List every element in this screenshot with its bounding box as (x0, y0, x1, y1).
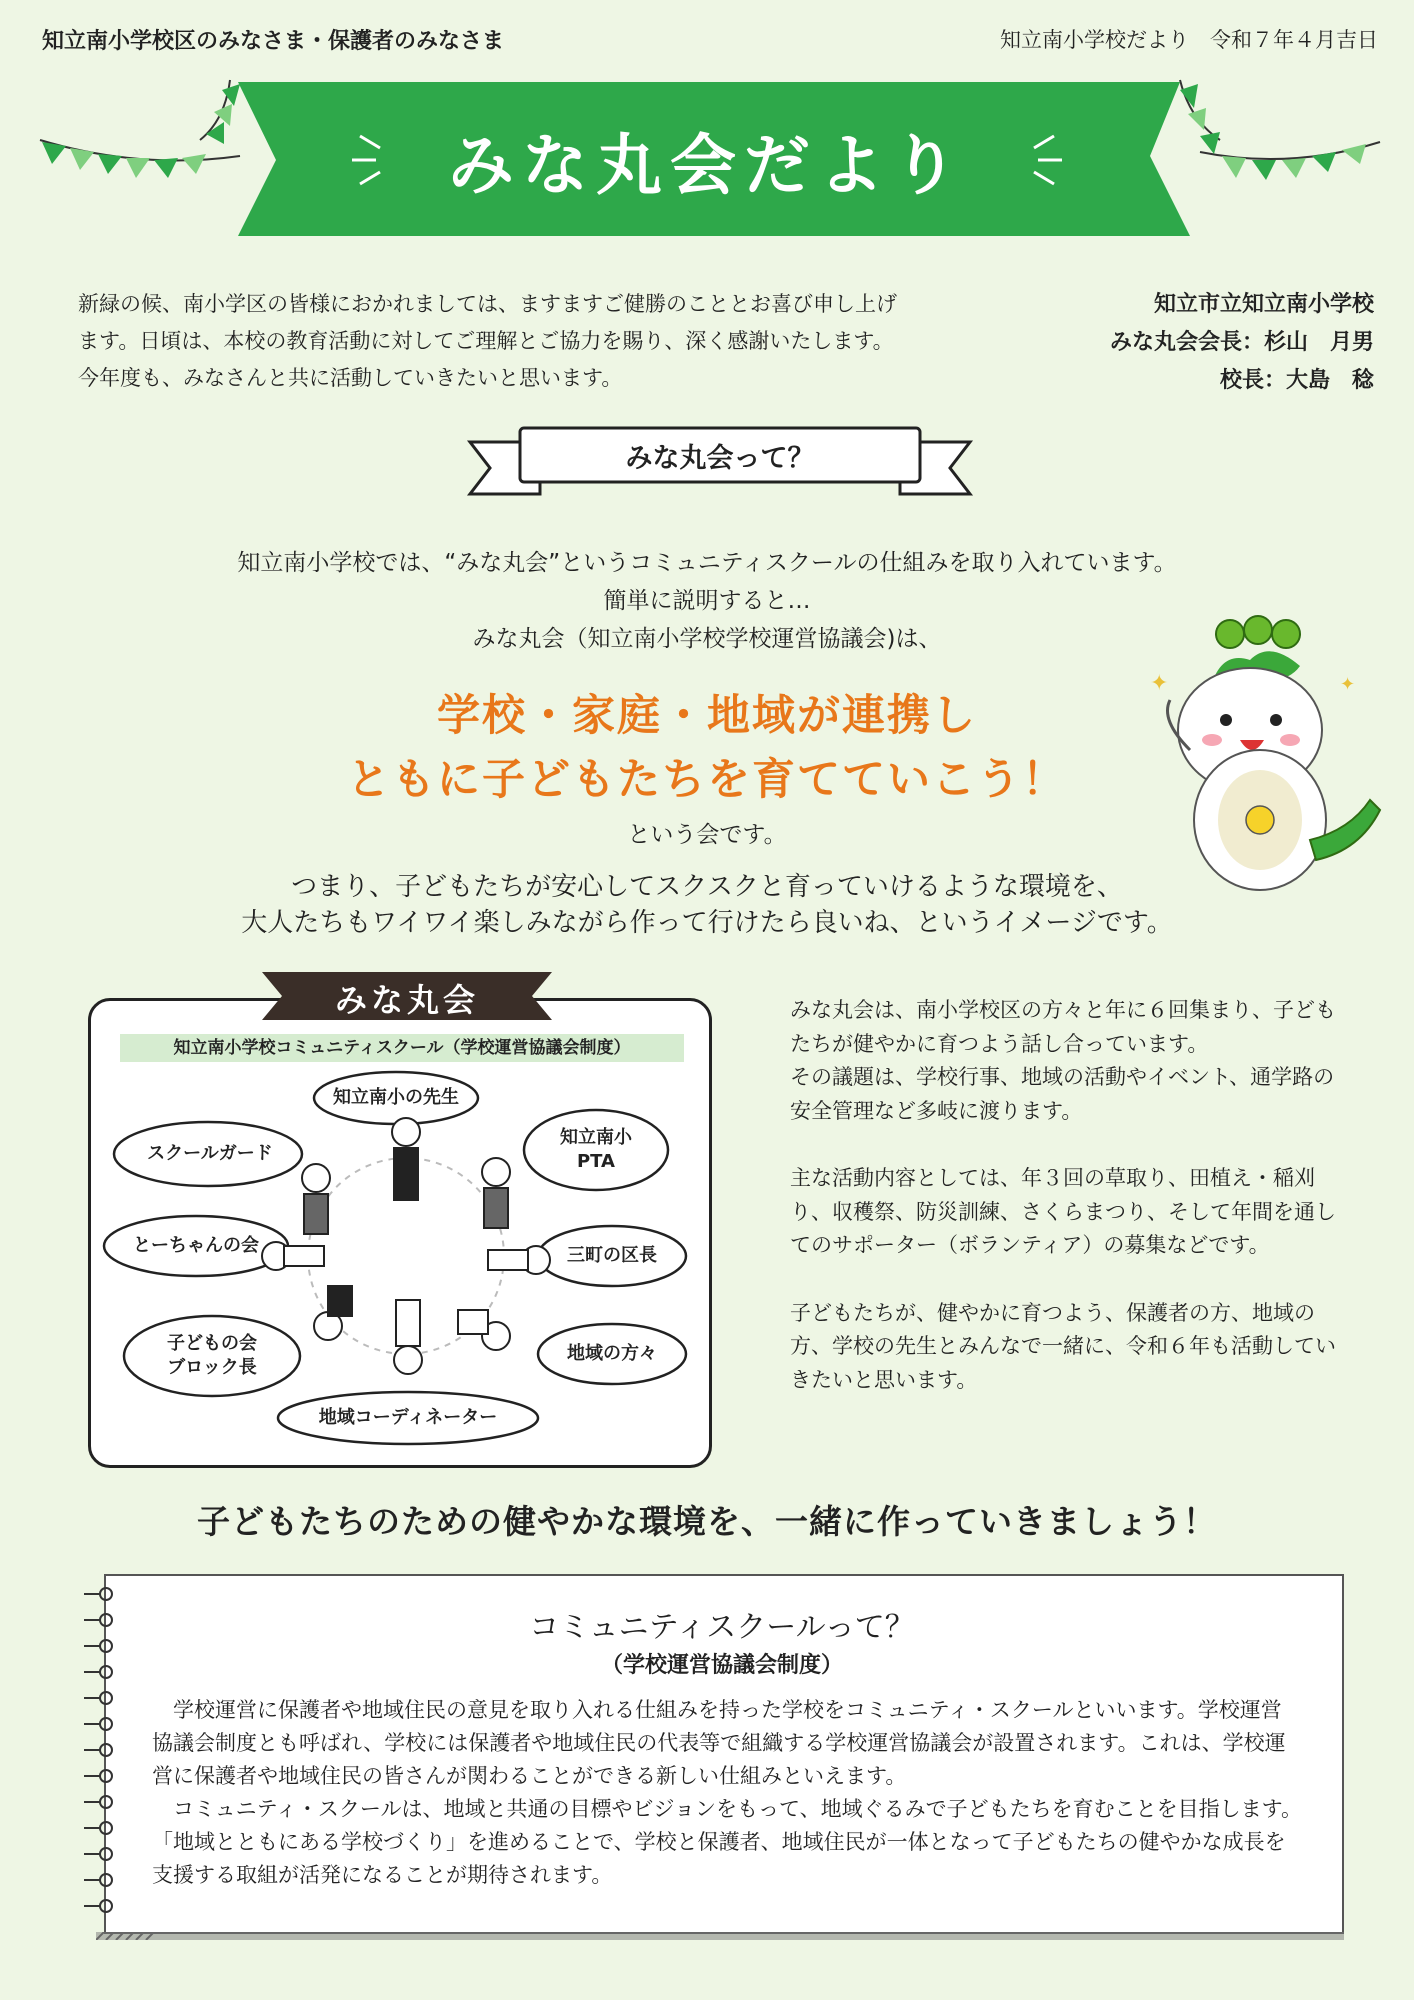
signature-block (1110, 286, 1374, 400)
intro-line: 簡単に説明すると… (603, 588, 811, 614)
newsletter-title: みな丸会だより (448, 127, 966, 204)
greeting-line: 新緑の候、南小学区の皆様におかれましては、ますますご健勝のこととお喜び申し上げ (78, 292, 897, 316)
diagram-subtitle: 知立南小学校コミュニティスクール（学校運営協議会制度） (120, 1034, 684, 1062)
summary-line: つまり、子どもたちが安心してスクスクと育っていけるような環境を、 (291, 872, 1123, 902)
section-heading: みな丸会って？ (625, 443, 815, 474)
activity-description (790, 994, 1350, 1397)
slogan-line: 学校・家庭・地域が連携し (437, 691, 977, 741)
mascot-icon (1140, 610, 1390, 900)
note-title: コミュニティスクールって？ (529, 1610, 915, 1645)
member-district-heads: 三町の区長 (567, 1245, 657, 1266)
diagram-title: みな丸会 (334, 981, 479, 1019)
intro-line: みな丸会（知立南小学校学校運営協議会)は、 (472, 626, 942, 652)
chair-name: みな丸会会長：杉山 月男 (1109, 330, 1374, 355)
slogan-line: ともに子どもたちを育てていこう！ (347, 755, 1067, 805)
svg-text:✦: ✦ (1340, 674, 1356, 695)
member-kids-block-leader: 子どもの会 ブロック長 (167, 1333, 257, 1378)
school-name: 知立市立知立南小学校 (1153, 292, 1374, 317)
greeting-line: ます。日頃は、本校の教育活動に対してご理解とご協力を賜り、深く感謝いたします。 (78, 329, 894, 353)
note-paragraph: コミュニティ・スクールは、地域と共通の目標やビジョンをもって、地域ぐるみで子どもたちを育むことを目指します。「地域とともにある学校づくり」を進めることで、学校と保護者、地域住民が一体となって子どもたちの健やかな成長を支援する取組が活発になることが期待されます。 (152, 1797, 1302, 1887)
svg-text:✦: ✦ (1150, 671, 1169, 696)
summary-line: 大人たちもワイワイ楽しみながら作って行けたら良いね、というイメージです。 (241, 908, 1173, 938)
member-school-guard: スクールガード (147, 1143, 273, 1164)
note-paragraph: 学校運営に保護者や地域住民の意見を取り入れる仕組みを持った学校をコミュニティ・スクールといいます。学校運営協議会制度とも呼ばれ、学校には保護者や地域住民の代表等で組織する学校運営協議会が設置されます。これは、学校運営に保護者や地域住民の皆さんが関わることができる新しい仕組みといえます。 (152, 1698, 1286, 1788)
member-fathers-club: とーちゃんの会 (133, 1235, 259, 1256)
activity-paragraph: その議題は、学校行事、地域の活動やイベント、通学路の安全管理など多岐に渡ります。 (790, 1065, 1335, 1123)
activity-paragraph: 主な活動内容としては、年３回の草取り、田植え・稲刈り、収穫祭、防災訓練、さくらまつり、そして年間を通してのサポーター（ボランティア）の募集などです。 (790, 1166, 1336, 1257)
closing-slogan: 子どもたちのための健やかな環境を、一緒に作っていきましょう！ (197, 1502, 1217, 1541)
slogan-suffix: という会です。 (627, 822, 787, 848)
newsletter-issue-date: 知立南小学校だより 令和７年４月吉日 (1000, 28, 1378, 52)
member-pta: 知立南小 PTA (560, 1127, 632, 1172)
member-coordinator: 地域コーディネーター (318, 1407, 498, 1428)
note-body (152, 1694, 1302, 1892)
greeting-paragraph (78, 286, 1018, 397)
greeting-line: 今年度も、みなさんと共に活動していきたいと思います。 (78, 366, 623, 390)
addressee: 知立南小学校区のみなさま・保護者のみなさま (42, 29, 505, 54)
note-subtitle: （学校運営協議会制度） (600, 1653, 843, 1678)
intro-line: 知立南小学校では、“みな丸会”というコミュニティスクールの仕組みを取り入れています。 (237, 550, 1177, 576)
member-teacher: 知立南小の先生 (333, 1087, 459, 1108)
activity-paragraph: 子どもたちが、健やかに育つよう、保護者の方、地域の方、学校の先生とみんなで一緒に、令和６年も活動していきたいと思います。 (790, 1300, 1336, 1392)
note-shadow-hatch (96, 1932, 1344, 1940)
principal-name: 校長：大島 稔 (1219, 368, 1374, 393)
activity-paragraph: みな丸会は、南小学校区の方々と年に６回集まり、子どもたちが健やかに育つよう話し合っています。 (790, 998, 1336, 1056)
member-local-residents: 地域の方々 (567, 1343, 657, 1364)
